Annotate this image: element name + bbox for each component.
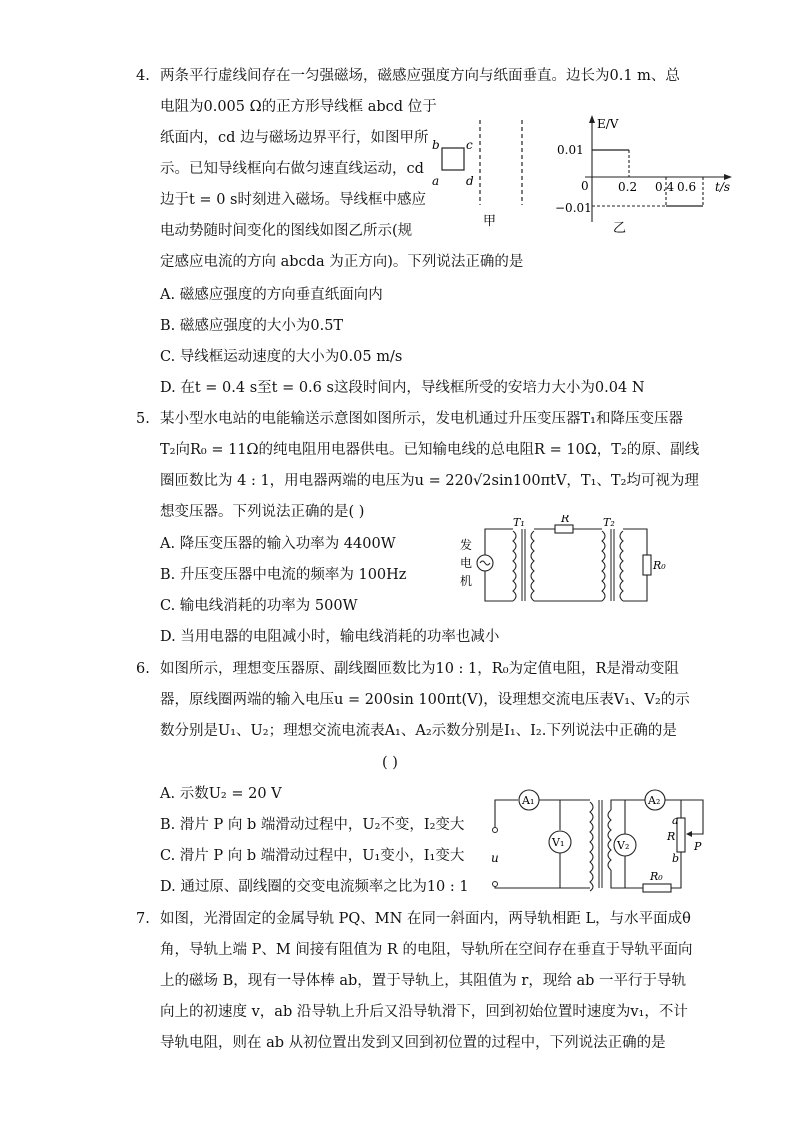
ac-wave-icon: [480, 561, 490, 565]
line-resistor-label: R: [561, 515, 570, 525]
primary-wire-top-left: [495, 800, 518, 827]
q5-option-a: A. 降压变压器的输入功率为 4400W: [160, 536, 396, 552]
q6-circuit-figure: [485, 788, 710, 898]
ammeter-a1-label: A₁: [522, 794, 535, 807]
q5-line-4: 想变压器。下列说法正确的是( ): [160, 504, 365, 520]
q4-figure-jia: [425, 115, 545, 230]
ammeter-a2-label: A₂: [648, 794, 661, 807]
q4-option-b: B. 磁感应强度的大小为0.5T: [160, 318, 344, 334]
wire-frame-square: [442, 148, 464, 170]
q6-option-c: C. 滑片 P 向 b 端滑动过程中，U₁变小，I₁变大: [160, 848, 465, 864]
figure-caption-jia: 甲: [483, 214, 497, 229]
q4-option-a: A. 磁感应强度的方向垂直纸面向内: [160, 287, 383, 303]
primary-coil: [590, 802, 593, 891]
q5-number: 5.: [136, 411, 150, 427]
q4-line-2: 电阻为0.005 Ω的正方形导线框 abcd 位于: [160, 99, 437, 115]
q4-line-1: 两条平行虚线间存在一匀强磁场，磁感应强度方向与纸面垂直。边长为0.1 m、总: [160, 68, 680, 84]
rheostat-label: R: [667, 830, 676, 843]
load-resistor-r0: [643, 555, 651, 575]
t1-secondary-coil: [531, 531, 534, 601]
t2-primary-coil: [602, 531, 605, 601]
x-axis-label: t/s: [715, 180, 731, 194]
q5-line-2: T₂向R₀ = 11Ω的纯电阻用电器供电。已知输电线的总电阻R = 10Ω，T₂的原、副线: [160, 442, 700, 458]
t1-label: T₁: [513, 516, 525, 529]
secondary-wire-top-right: [665, 800, 703, 834]
primary-wire-bottom: [495, 887, 590, 888]
q5-circuit-figure: [455, 515, 670, 610]
wire-gen-bottom: [485, 571, 513, 601]
x-tick-04: 0.4: [655, 180, 675, 194]
q4-option-c: C. 导线框运动速度的大小为0.05 m/s: [160, 349, 403, 365]
generator-label-2: 电: [460, 556, 473, 570]
q6-option-b: B. 滑片 P 向 b 端滑动过程中，U₂不变，I₂变大: [160, 817, 465, 833]
q4-option-d: D. 在t = 0.4 s至t = 0.6 s这段时间内，导线框所受的安培力大小为0.04 N: [160, 380, 645, 396]
y-tick-pos: 0.01: [557, 143, 584, 157]
origin-label: 0: [581, 179, 589, 193]
generator-label-1: 发: [460, 538, 473, 552]
q6-number: 6.: [136, 661, 150, 677]
label-d: d: [466, 174, 474, 188]
input-terminal-top: [493, 828, 498, 833]
q7-line-1: 如图，光滑固定的金属导轨 PQ、MN 在同一斜面内，两导轨相距 L，与水平面成θ: [160, 911, 691, 927]
q7-line-5: 导轨电阻，则在 ab 从初位置出发到又回到初位置的过程中，下列说法正确的是: [160, 1035, 666, 1051]
q4-figure-yi: [555, 112, 735, 237]
q6-option-d: D. 通过原、副线圈的交变电流频率之比为10 : 1: [160, 879, 469, 895]
q5-line-1: 某小型水电站的电能输送示意图如图所示，发电机通过升压变压器T₁和降压变压器: [160, 411, 683, 427]
y-axis-label: E/V: [597, 117, 619, 131]
load-wire-bottom: [623, 575, 647, 601]
y-tick-neg: −0.01: [555, 201, 592, 215]
secondary-coil: [608, 810, 611, 870]
label-c: c: [466, 138, 473, 152]
q7-line-3: 上的磁场 B，现有一导体棒 ab，置于导轨上，其阻值为 r，现给 ab 一平行于导轨: [160, 973, 686, 989]
t2-label: T₂: [603, 516, 615, 529]
x-tick-06: 0.6: [677, 180, 697, 194]
q6-line-2: 器，原线圈两端的输入电压u = 200sin 100πt(V)，设理想交流电压表V₁、V₂的示: [160, 692, 690, 708]
slider-p-arrow: [686, 831, 692, 837]
q5-line-3: 圈匝数比为 4 : 1，用电器两端的电压为u = 220√2sin100πtV，T₁、T₂均可视为理: [160, 473, 699, 489]
q6-line-1: 如图所示，理想变压器原、副线圈匝数比为10 : 1，R₀为定值电阻，R是滑动变阻: [160, 661, 679, 677]
q4-line-5: 边于t = 0 s时刻进入磁场。导线框中感应: [160, 192, 426, 208]
q6-line-3: 数分别是U₁、U₂；理想交流电流表A₁、A₂示数分别是I₁、I₂.下列说法中正确的是: [160, 723, 677, 739]
q4-line-3: 纸面内，cd 边与磁场边界平行，如图甲所: [160, 130, 429, 146]
q7-line-2: 角，导轨上端 P、M 间接有阻值为 R 的电阻，导轨所在空间存在垂直于导轨平面向: [160, 942, 693, 958]
q4-number: 4.: [136, 68, 150, 84]
x-tick-02: 0.2: [618, 180, 638, 194]
fixed-resistor-r0: [643, 884, 671, 892]
rheostat-end-a: a: [672, 814, 679, 827]
q7-number: 7.: [136, 911, 150, 927]
input-voltage-label: u: [491, 851, 499, 865]
t1-primary-coil: [513, 531, 516, 601]
t2-secondary-coil: [620, 531, 623, 601]
voltmeter-v2-label: V₂: [617, 839, 630, 852]
wire-gen-top: [485, 529, 513, 555]
y-axis-arrow: [589, 115, 595, 123]
q5-option-c: C. 输电线消耗的功率为 500W: [160, 598, 358, 614]
input-terminal-bottom: [493, 882, 498, 887]
q7-line-4: 向上的初速度 v，ab 沿导轨上升后又沿导轨滑下，回到初始位置时速度为v₁，不计: [160, 1004, 688, 1020]
secondary-wire-bottom-left: [611, 870, 643, 888]
generator-label-3: 机: [460, 574, 473, 588]
load-wire-top: [623, 529, 647, 555]
secondary-wire-top-left: [611, 800, 645, 810]
slider-p-label: P: [694, 840, 702, 853]
load-resistor-label: R₀: [653, 559, 666, 572]
voltmeter-v1-label: V₁: [552, 836, 565, 849]
q4-line-7: 定感应电流的方向 abcda 为正方向)。下列说法正确的是: [160, 254, 524, 270]
q4-line-6: 电动势随时间变化的图线如图乙所示(规: [160, 223, 413, 239]
label-a: a: [432, 174, 440, 188]
fixed-resistor-label: R₀: [650, 870, 663, 883]
q4-line-4: 示。已知导线框向右做匀速直线运动，cd: [160, 161, 424, 177]
q5-option-b: B. 升压变压器中电流的频率为 100Hz: [160, 567, 407, 583]
q5-option-d: D. 当用电器的电阻减小时，输电线消耗的功率也减小: [160, 629, 500, 645]
figure-caption-yi: 乙: [613, 221, 627, 236]
q6-option-a: A. 示数U₂ = 20 V: [160, 786, 282, 802]
label-b: b: [432, 138, 440, 152]
rheostat-end-b: b: [672, 852, 680, 865]
line-resistor: [555, 525, 573, 533]
q6-answer-paren: ( ): [382, 755, 398, 771]
